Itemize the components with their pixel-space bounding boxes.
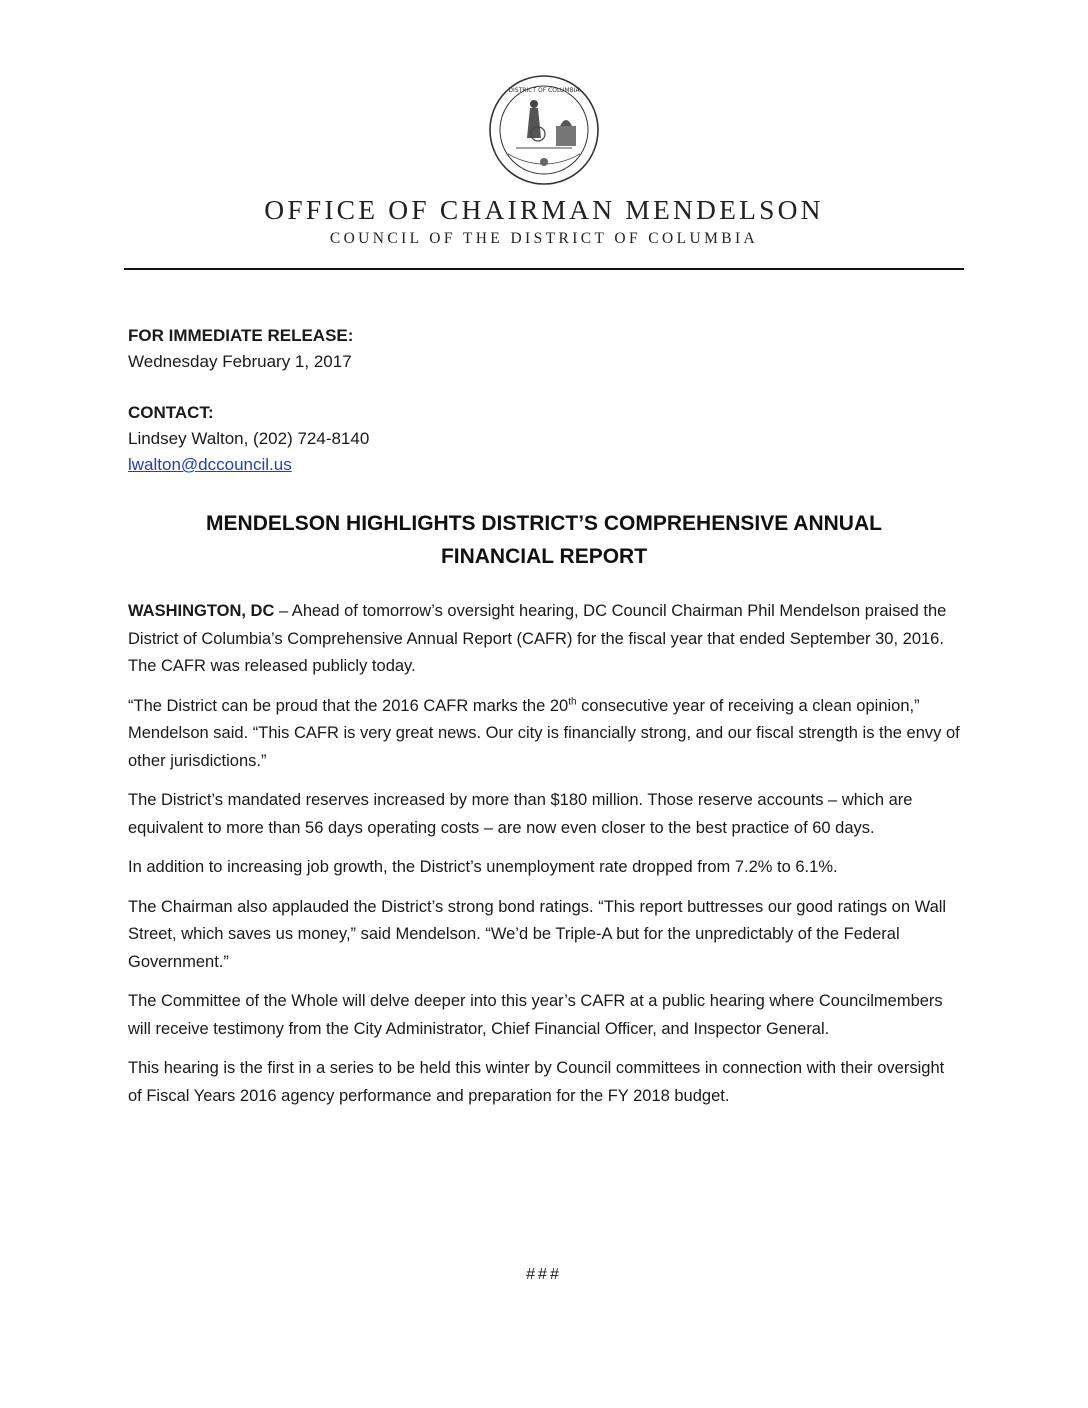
paragraph-7: This hearing is the first in a series to be held this winter by Council committees in connection with their oversight of Fiscal Years 2016 agency performance and preparation for the FY 2018 budget.: [128, 1059, 945, 1105]
office-title: OFFICE OF CHAIRMAN MENDELSON: [264, 194, 824, 225]
contact-label: CONTACT:: [128, 403, 214, 422]
svg-text:DISTRICT OF COLUMBIA: DISTRICT OF COLUMBIA: [508, 87, 580, 94]
release-label: FOR IMMEDIATE RELEASE:: [128, 326, 354, 345]
contact-block: [128, 400, 369, 478]
header-divider: [124, 268, 964, 270]
paragraph-2: “The District can be proud that the 2016 CAFR marks the 20th consecutive year of receiving a clean opinion,” Mendelson said. “This CAFR is very great news. Our city is financially strong, and our fiscal strength is the envy of other jurisdictions.”: [128, 696, 960, 770]
end-mark: ###: [526, 1266, 562, 1283]
dateline: WASHINGTON, DC: [128, 602, 275, 620]
paragraph-5: The Chairman also applauded the District’s strong bond ratings. “This report buttresses our good ratings on Wall Street, which saves us money,” said Mendelson. “We’d be Triple-A but for the unpredictably of the Federal Government.”: [128, 897, 947, 971]
paragraph-1: WASHINGTON, DC – Ahead of tomorrow’s oversight hearing, DC Council Chairman Phil Mendelson praised the District of Columbia’s Comprehensive Annual Report (CAFR) for the fiscal year that ended September 30, 2016. The CAFR was released publicly today.: [128, 602, 947, 675]
headline-line-2: FINANCIAL REPORT: [440, 545, 648, 568]
release-block: [128, 323, 353, 375]
release-date: Wednesday February 1, 2017: [128, 352, 352, 371]
paragraph-6: The Committee of the Whole will delve deeper into this year’s CAFR at a public hearing where Councilmembers will receive testimony from the City Administrator, Chief Financial Officer, and Inspector General.: [128, 992, 943, 1038]
headline: [128, 507, 960, 573]
council-subtitle: COUNCIL OF THE DISTRICT OF COLUMBIA: [329, 230, 759, 247]
contact-email-link[interactable]: lwalton@dccouncil.us: [128, 455, 292, 474]
headline-line-1: MENDELSON HIGHLIGHTS DISTRICT’S COMPREHENSIVE ANNUAL: [206, 512, 882, 535]
paragraph-4: In addition to increasing job growth, the District’s unemployment rate dropped from 7.2% to 6.1%.: [128, 858, 838, 876]
contact-name-phone: Lindsey Walton, (202) 724-8140: [128, 429, 370, 448]
article-body: [128, 598, 960, 1122]
paragraph-3: The District’s mandated reserves increased by more than $180 million. Those reserve accounts – which are equivalent to more than 56 days operating costs – are now even closer to the best practice of 60 days.: [128, 791, 913, 837]
dc-seal-logo: [488, 74, 600, 186]
